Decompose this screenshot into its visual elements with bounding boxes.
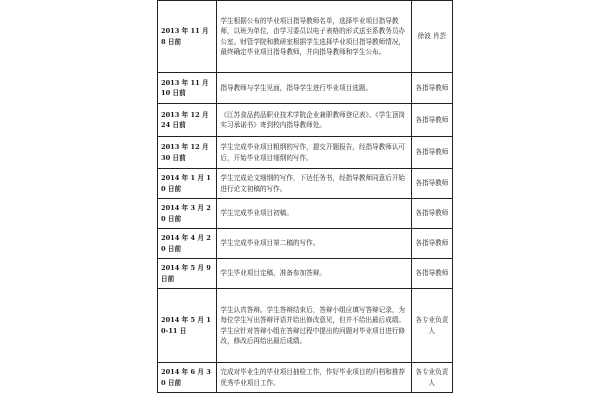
- table-row: [158, 259, 453, 289]
- owner-cell: 各指导教师: [411, 73, 452, 104]
- table-row: [158, 363, 453, 393]
- table-row: [158, 137, 453, 169]
- date-cell: 2014 年 5 月 10-11 日: [158, 289, 217, 363]
- task-cell: 学生完成毕业项目粗纲的写作，提交开题报告，经指导教师认可后，开始毕业项目细纲的写作。: [217, 137, 411, 169]
- table-row: [158, 73, 453, 104]
- owner-cell: 各指导教师: [411, 104, 452, 137]
- date-cell: 2014 年 4 月 20 日前: [158, 229, 217, 259]
- table-row: [158, 199, 453, 229]
- task-cell: 指导教师与学生见面，指导学生进行毕业项目选题。: [217, 73, 411, 104]
- task-cell: 学生根据公布的毕业项目指导教师名单，选择毕业项目指导教师，以班为单位，由学习委员以电子表格的形式送至系教务员办公室。财管学院和教研室根据学生选择毕业项目指导教师情况，最终确定毕业项目指导教师，并向指导教师和学生公布。: [217, 1, 411, 73]
- date-cell: 2013 年 12 月 24 日前: [158, 104, 217, 137]
- owner-cell: 各指导教师: [411, 137, 452, 169]
- task-cell: 学生完成毕业项目第二稿的写作。: [217, 229, 411, 259]
- owner-cell: 各专业负责人: [411, 363, 452, 393]
- task-cell: 学生毕业项目定稿，准备参加答辩。: [217, 259, 411, 289]
- owner-cell: 各指导教师: [411, 199, 452, 229]
- task-cell: 学生完成毕业项目初稿。: [217, 199, 411, 229]
- task-cell: 学生完成论文细纲的写作，下达任务书，经指导教师同意后开始进行论文初稿的写作。: [217, 169, 411, 199]
- owner-cell: 各指导教师: [411, 169, 452, 199]
- task-cell: 学生认真答辩。学生答辩结束后，答辩小组应填写答辩记录，为每位学生写出答辩评语并给出修改意见，但并不给出最后成绩。学生应针对答辩小组在答辩过程中提出的问题对毕业项目进行修改，修改后再给出最后成绩。: [217, 289, 411, 363]
- date-cell: 2013 年 11 月 8 日前: [158, 1, 217, 73]
- date-cell: 2014 年 5 月 9 日前: [158, 259, 217, 289]
- date-cell: 2013 年 12 月 30 日前: [158, 137, 217, 169]
- owner-cell: 各指导教师: [411, 259, 452, 289]
- table-row: [158, 289, 453, 363]
- owner-cell: 各指导教师: [411, 229, 452, 259]
- table-row: [158, 229, 453, 259]
- table-row: [158, 104, 453, 137]
- date-cell: 2014 年 3 月 20 日前: [158, 199, 217, 229]
- date-cell: 2014 年 6 月 30 日前: [158, 363, 217, 393]
- table-row: [158, 169, 453, 199]
- task-cell: 《江苏食品药品职业技术学院企业兼职教师登记表》、《学生顶岗实习承诺书》寄到校内指导教师处。: [217, 104, 411, 137]
- schedule-table: [157, 0, 453, 393]
- owner-cell: 徐波 肖芸: [411, 1, 452, 73]
- table-row: [158, 1, 453, 73]
- schedule-document: [157, 0, 453, 393]
- task-cell: 完成对毕业生的毕业项目抽检工作，作好毕业项目的归档和推荐优秀毕业项目工作。: [217, 363, 411, 393]
- date-cell: 2014 年 1 月 10 日前: [158, 169, 217, 199]
- date-cell: 2013 年 11 月 10 日前: [158, 73, 217, 104]
- owner-cell: 各专业负责人: [411, 289, 452, 363]
